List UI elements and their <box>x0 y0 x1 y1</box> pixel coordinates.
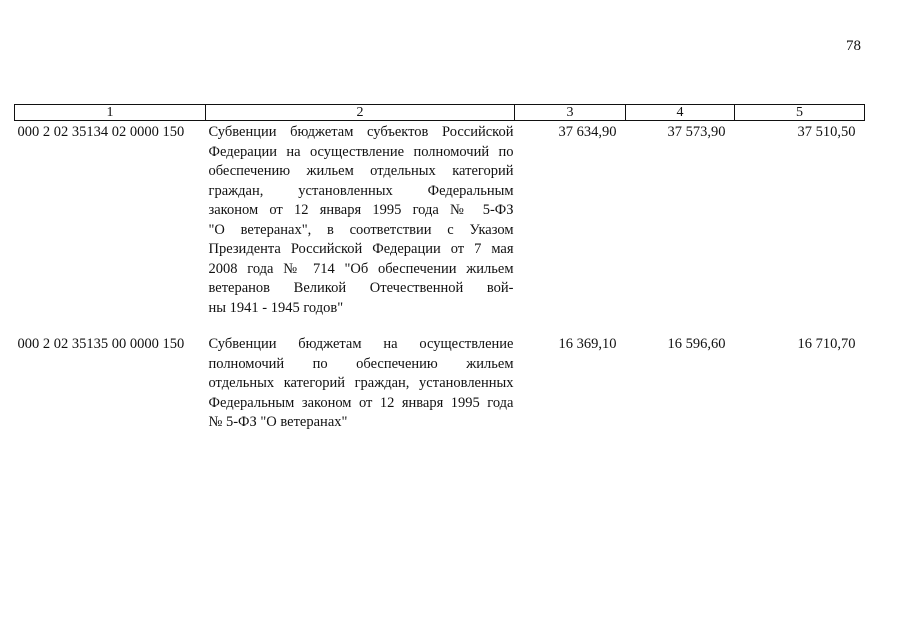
value-col-3: 16 369,10 <box>558 336 617 352</box>
item-description <box>206 121 515 322</box>
description-line: № 5-ФЗ "О ветеранах" <box>208 414 348 430</box>
description-line: ветеранов Великой Отечественной вой- <box>208 280 514 296</box>
table-header-row <box>15 105 865 121</box>
budget-code: 000 2 02 35135 00 0000 150 <box>17 336 185 352</box>
description-line: Субвенции бюджетам субъектов Российской <box>208 124 514 140</box>
description-line: Федеральным законом от 12 января 1995 года <box>208 394 514 411</box>
description-line: обеспечению жильем отдельных категорий <box>208 163 514 179</box>
description-line: Федерации на осуществление полномочий по <box>208 143 514 160</box>
column-header-3: 3 <box>515 105 626 121</box>
column-header-1: 1 <box>15 105 206 121</box>
description-line: отдельных категорий граждан, установленных <box>208 375 514 391</box>
description-line: Субвенции бюджетам на осуществление <box>208 336 514 352</box>
budget-table <box>14 104 865 435</box>
budget-code: 000 2 02 35134 02 0000 150 <box>17 124 185 140</box>
value-col-4: 37 573,90 <box>667 124 726 140</box>
item-description <box>206 321 515 435</box>
value-col-5: 37 510,50 <box>797 124 856 140</box>
description-line: законом от 12 января 1995 года № 5-ФЗ <box>208 202 514 218</box>
value-col-3: 37 634,90 <box>558 124 617 140</box>
description-line: граждан, установленных Федеральным <box>208 182 514 199</box>
column-header-4: 4 <box>626 105 735 121</box>
table-row <box>15 321 865 435</box>
page-number: 78 <box>846 38 861 54</box>
column-header-5: 5 <box>735 105 865 121</box>
column-header-2: 2 <box>206 105 515 121</box>
description-line: Президента Российской Федерации от 7 мая <box>208 241 514 257</box>
description-line: полномочий по обеспечению жильем <box>208 355 514 372</box>
description-line: ны 1941 - 1945 годов" <box>208 299 344 316</box>
table-row <box>15 121 865 322</box>
description-line: 2008 года № 714 "Об обеспечении жильем <box>208 260 514 277</box>
description-line: "О ветеранах", в соответствии с Указом <box>208 221 514 238</box>
value-col-4: 16 596,60 <box>667 336 726 352</box>
value-col-5: 16 710,70 <box>797 336 856 352</box>
